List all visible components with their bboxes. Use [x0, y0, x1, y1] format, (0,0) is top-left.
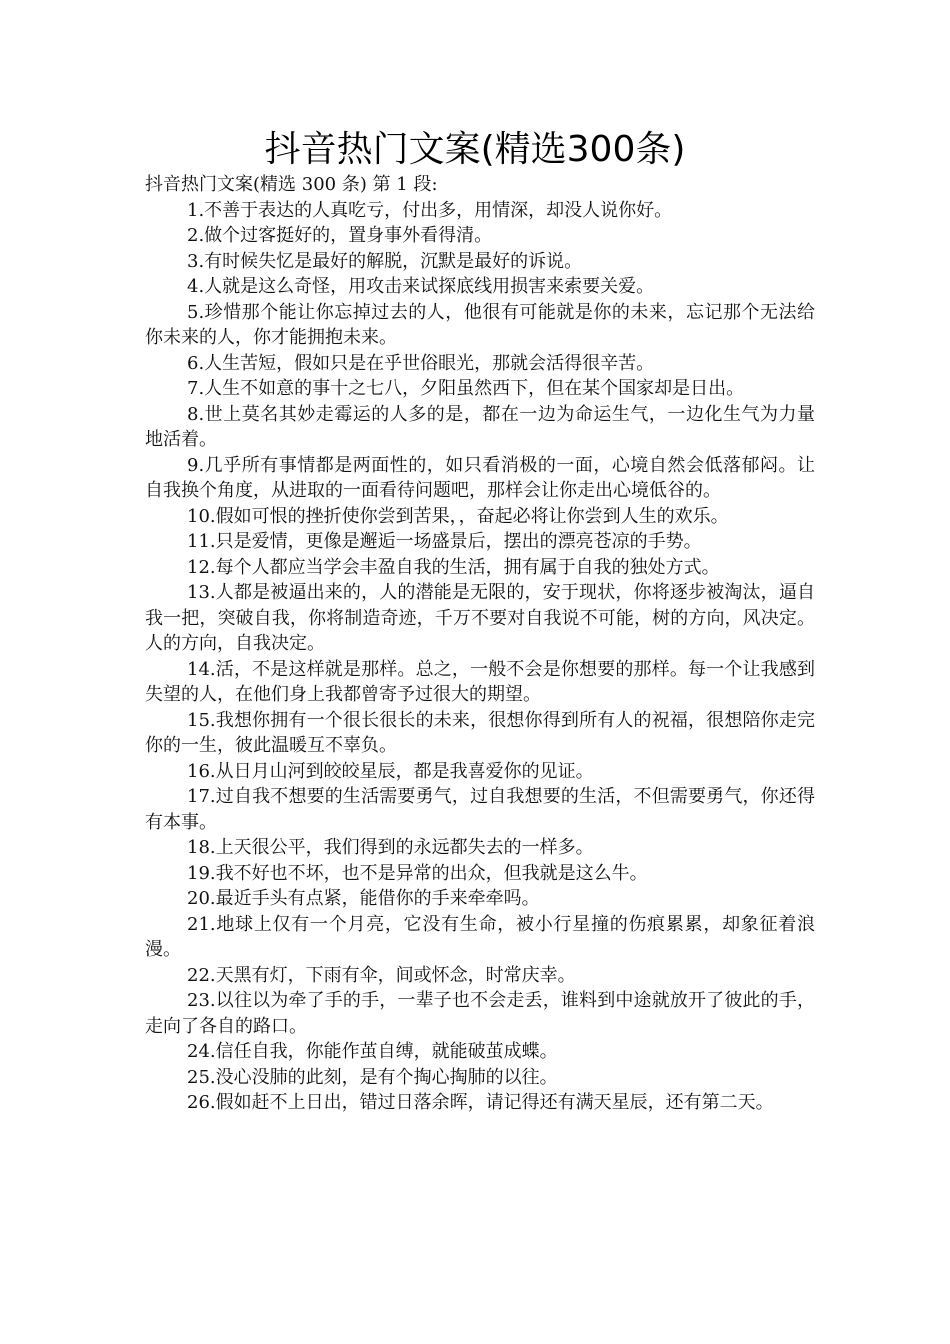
- list-item: 10.假如可恨的挫折使你尝到苦果，，奋起必将让你尝到人生的欢乐。: [187, 505, 729, 527]
- page-title: 抖音热门文案(精选300条): [264, 129, 686, 170]
- list-item: 25.没心没肺的此刻，是有个掏心掏肺的以往。: [187, 1066, 558, 1088]
- document-body: [145, 172, 815, 1116]
- list-item: 9.几乎所有事情都是两面性的，如只看消极的一面，心境自然会低落郁闷。让自我换个角度，从进取的一面看待问题吧，那样会让你走出心境低谷的。: [145, 454, 815, 501]
- list-item: 3.有时候失忆是最好的解脱，沉默是最好的诉说。: [187, 250, 583, 272]
- list-item: 18.上天很公平，我们得到的永远都失去的一样多。: [187, 837, 594, 858]
- list-item: 4.人就是这么奇怪，用攻击来试探底线用损害来索要关爱。: [187, 276, 655, 297]
- list-item: 26.假如赶不上日出，错过日落余晖，请记得还有满天星辰，还有第二天。: [187, 1092, 774, 1113]
- list-item: 15.我想你拥有一个很长很长的未来，很想你得到所有人的祝福，很想陪你走完你的一生，彼此温暖互不辜负。: [145, 709, 815, 756]
- list-item: 24.信任自我，你能作茧自缚，就能破茧成蝶。: [187, 1041, 558, 1062]
- section-heading: 抖音热门文案(精选 300 条) 第 1 段:: [145, 174, 438, 195]
- list-item: 12.每个人都应当学会丰盈自我的生活，拥有属于自我的独处方式。: [187, 556, 720, 578]
- list-item: 21.地球上仅有一个月亮，它没有生命，被小行星撞的伤痕累累，却象征着浪漫。: [145, 913, 815, 960]
- list-item: 17.过自我不想要的生活需要勇气，过自我想要的生活，不但需要勇气，你还得有本事。: [145, 786, 815, 833]
- list-item: 5.珍惜那个能让你忘掉过去的人，他很有可能就是你的未来，忘记那个无法给你未来的人，你才能拥抱未来。: [145, 301, 815, 348]
- list-item: 2.做个过客挺好的，置身事外看得清。: [187, 225, 493, 246]
- list-item: 22.天黑有灯，下雨有伞，间或怀念，时常庆幸。: [187, 964, 576, 986]
- list-item: 23.以往以为牵了手的手，一辈子也不会走丢，谁料到中途就放开了彼此的手，走向了各自的路口。: [145, 990, 815, 1037]
- list-item: 11.只是爱情，更像是邂逅一场盛景后，摆出的漂亮苍凉的手势。: [187, 531, 702, 552]
- list-item: 16.从日月山河到皎皎星辰，都是我喜爱你的见证。: [187, 760, 594, 782]
- list-item: 6.人生苦短，假如只是在乎世俗眼光，那就会活得很辛苦。: [187, 352, 655, 374]
- list-item: 20.最近手头有点紧，能借你的手来牵牵吗。: [187, 888, 540, 909]
- list-item: 13.人都是被逼出来的，人的潜能是无限的，安于现状，你将逐步被淘汰，逼自我一把，突破自我，你将制造奇迹，千万不要对自我说不可能，树的方向，风决定。人的方向，自我决定。: [145, 582, 815, 654]
- list-item: 8.世上莫名其妙走霉运的人多的是，都在一边为命运生气，一边化生气为力量地活着。: [145, 403, 815, 450]
- list-item: 1.不善于表达的人真吃亏，付出多，用情深，却没人说你好。: [187, 199, 673, 221]
- list-item: 19.我不好也不坏，也不是异常的出众，但我就是这么牛。: [187, 862, 648, 884]
- list-item: 14.活，不是这样就是那样。总之，一般不会是你想要的那样。每一个让我感到失望的人，在他们身上我都曾寄予过很大的期望。: [145, 658, 815, 705]
- list-item: 7.人生不如意的事十之七八，夕阳虽然西下，但在某个国家却是日出。: [187, 378, 745, 399]
